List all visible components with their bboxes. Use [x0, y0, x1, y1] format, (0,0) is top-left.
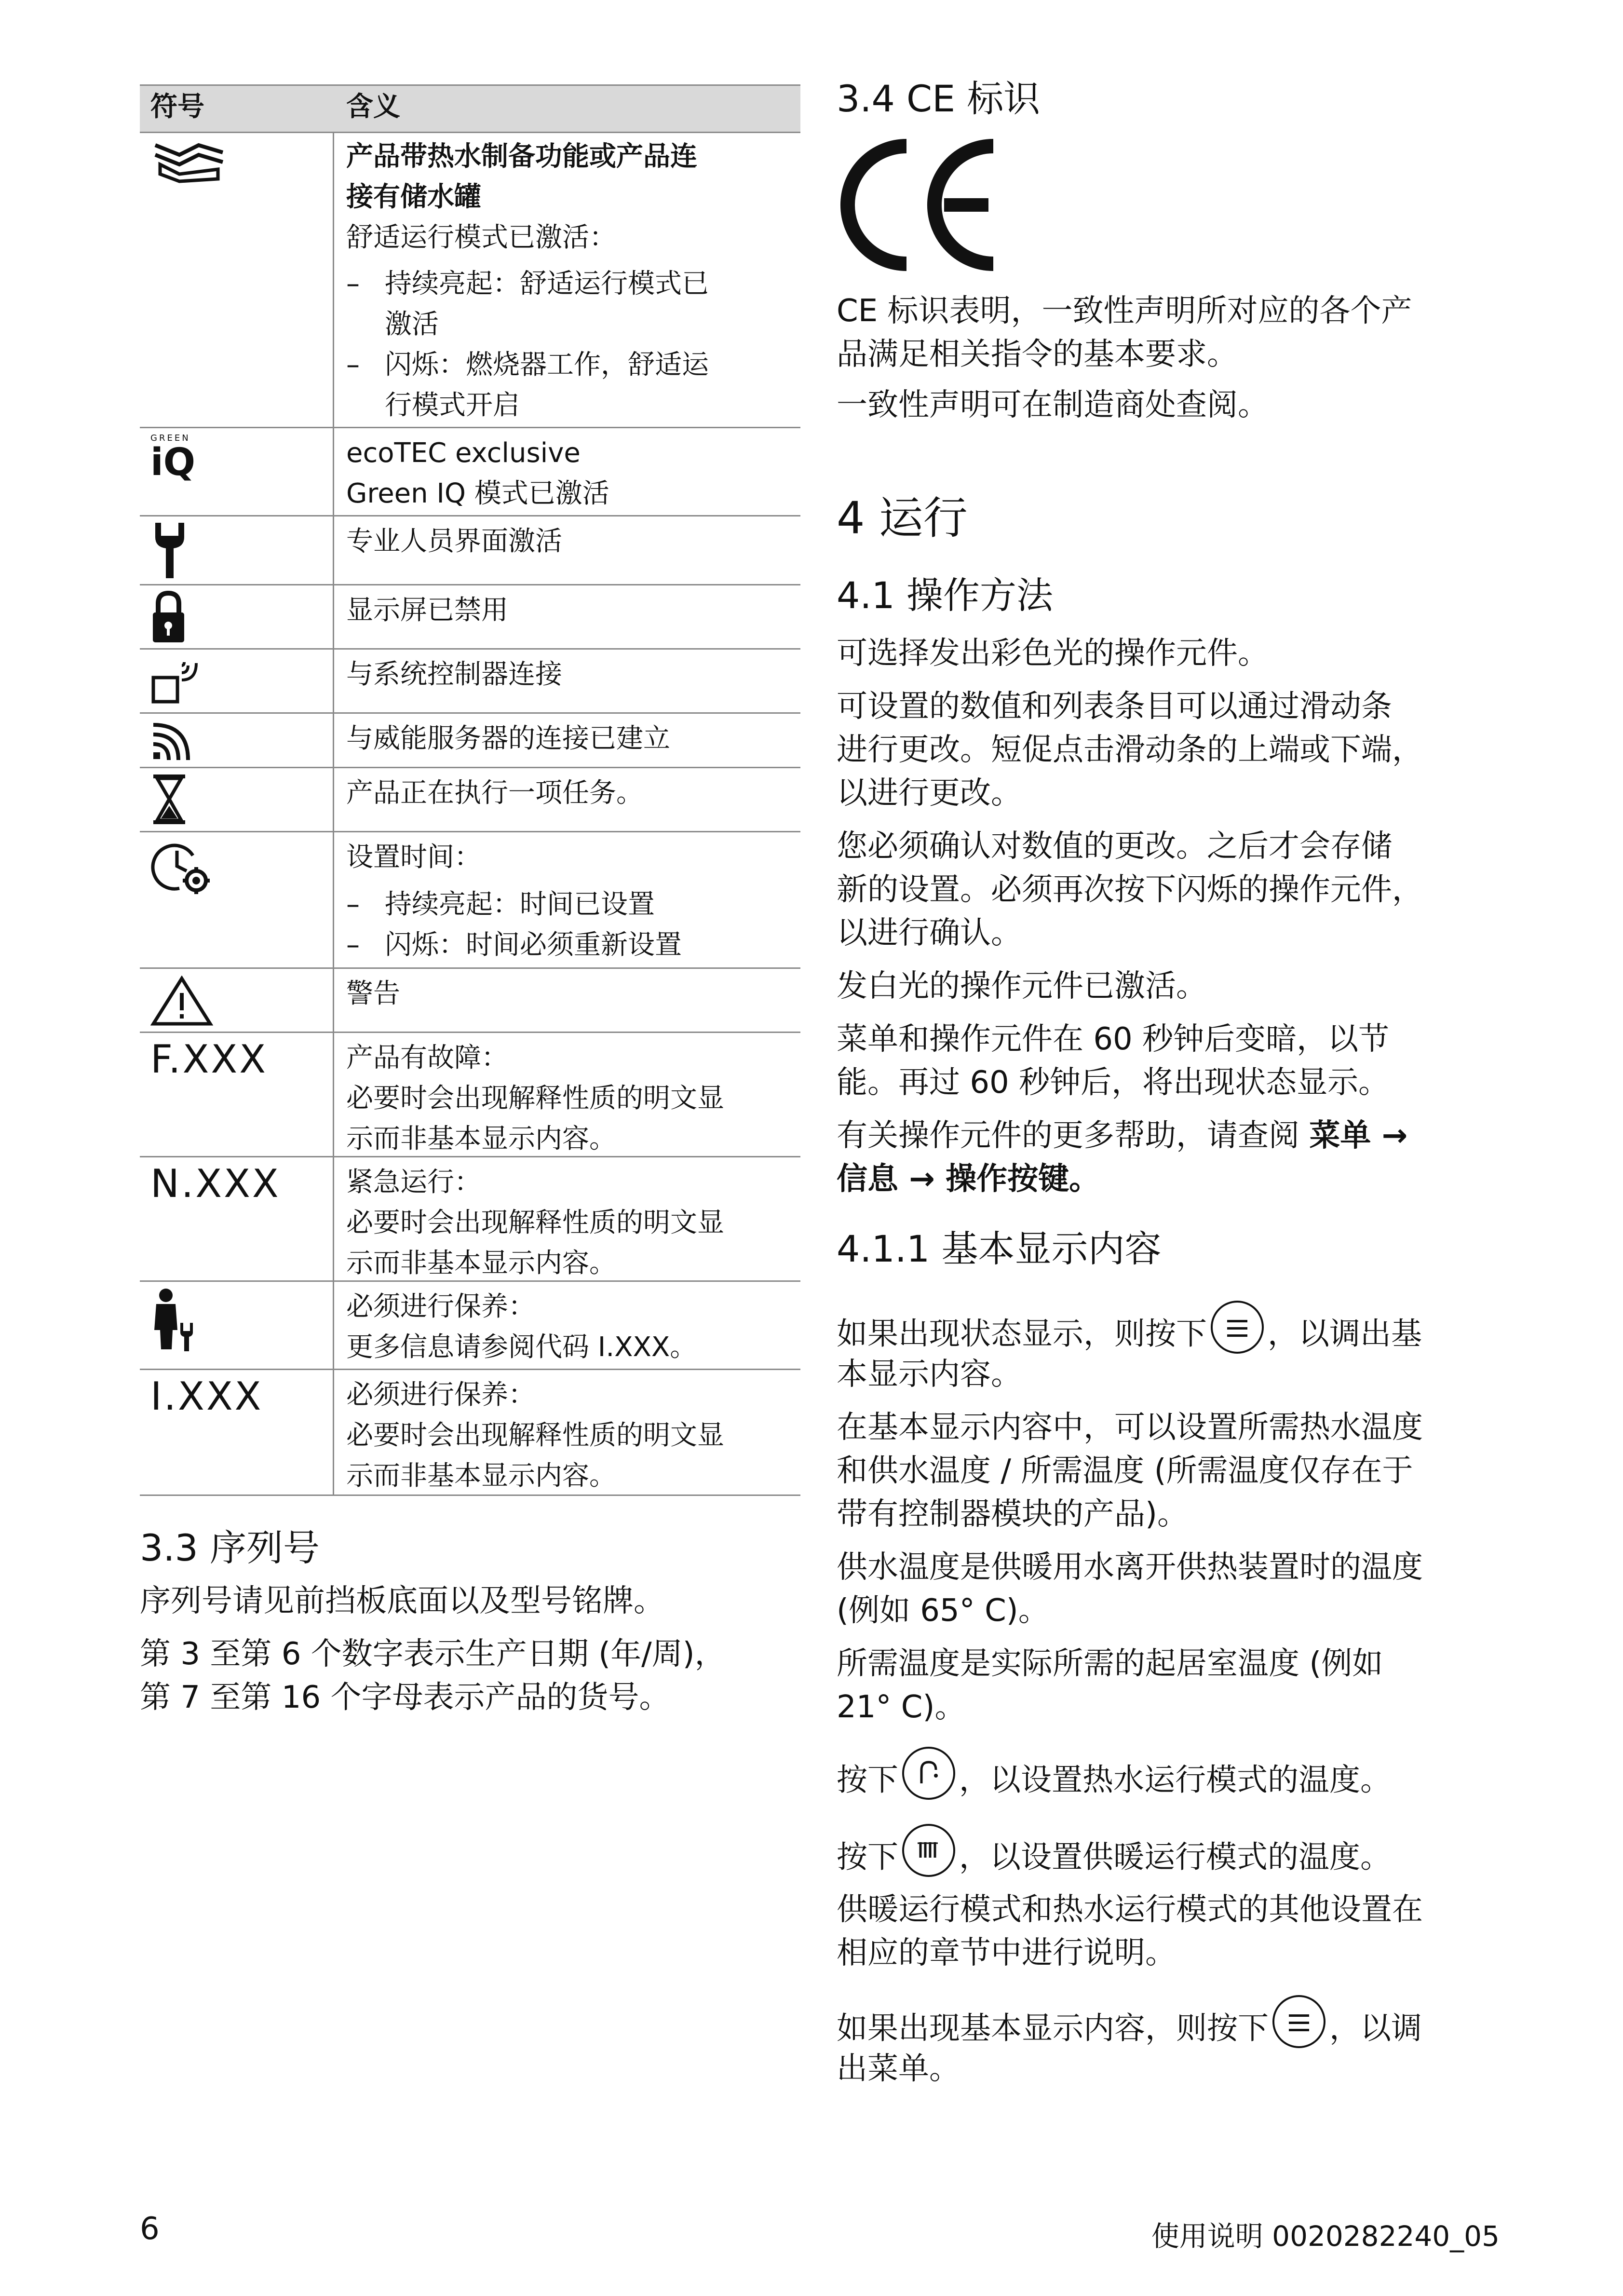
paragraph: 品满足相关指令的基本要求。	[837, 337, 1238, 372]
table-row	[140, 832, 800, 969]
paragraph: 以进行确认。	[837, 915, 1022, 951]
paragraph: 菜单和操作元件在 60 秒钟后变暗，以节	[837, 1021, 1390, 1057]
paragraph: 可选择发出彩色光的操作元件。	[837, 636, 1269, 671]
row-line: 必须进行保养：	[346, 1379, 535, 1411]
table-row	[140, 1157, 800, 1282]
row-line: 必要时会出现解释性质的明文显	[346, 1420, 724, 1451]
wifi-icon	[150, 718, 199, 765]
paragraph	[837, 1833, 1512, 1886]
text-run: ，以调出基	[1268, 1316, 1422, 1352]
table-row	[140, 969, 800, 1033]
row-line: 必须进行保养：	[346, 1291, 535, 1322]
table-row	[140, 1370, 800, 1496]
row-line: 设置时间：	[346, 842, 481, 873]
maintenance-code: I.XXX	[150, 1374, 263, 1419]
row-line: 必要时会出现解释性质的明文显	[346, 1083, 724, 1114]
section-heading-4-1-1: 4.1.1 基本显示内容	[837, 1227, 1162, 1270]
text-run: 按下	[837, 1839, 898, 1875]
paragraph: 进行更改。短促点击滑动条的上端或下端，	[837, 732, 1423, 768]
row-line: ecoTEC exclusive	[346, 437, 581, 469]
paragraph: 新的设置。必须再次按下闪烁的操作元件，	[837, 872, 1423, 908]
comfort-hot-water-icon	[150, 136, 228, 190]
green-iq-icon	[150, 433, 196, 484]
row-line: 与系统控制器连接	[346, 659, 562, 690]
section-heading-4-1: 4.1 操作方法	[837, 574, 1054, 617]
menu-button-icon[interactable]	[1272, 1995, 1325, 2048]
paragraph: 序列号请见前挡板底面以及型号铭牌。	[140, 1583, 664, 1619]
paragraph: 您必须确认对数值的更改。之后才会存储	[837, 829, 1392, 864]
hourglass-icon	[150, 772, 189, 829]
header-symbol: 符号	[150, 91, 204, 122]
table-header	[140, 84, 800, 133]
row-line: 舒适运行模式已激活：	[346, 222, 616, 253]
row-line: 行模式开启	[385, 390, 520, 421]
paragraph: 第 3 至第 6 个数字表示生产日期 (年/周)，	[140, 1636, 726, 1672]
section-heading-3-4: 3.4 CE 标识	[837, 77, 1041, 120]
text-run: ，以调	[1329, 2011, 1422, 2047]
section-heading-3-3: 3.3 序列号	[140, 1526, 320, 1569]
fault-code: F.XXX	[150, 1037, 268, 1082]
paragraph: (例如 65° C)。	[837, 1593, 1049, 1629]
paragraph: 21° C)。	[837, 1689, 966, 1725]
row-line: 更多信息请参阅代码 I.XXX。	[346, 1331, 697, 1363]
service-technician-icon	[150, 1287, 194, 1356]
paragraph: 所需温度是实际所需的起居室温度 (例如	[837, 1646, 1383, 1682]
table-row	[140, 768, 800, 832]
row-line: – 持续亮起：舒适运行模式已	[346, 264, 790, 304]
row-line: Green IQ 模式已激活	[346, 478, 609, 509]
ce-mark-logo	[834, 137, 1008, 272]
menu-path: 信息 → 操作按键。	[837, 1161, 1100, 1197]
page-number: 6	[140, 2211, 160, 2247]
table-row	[140, 516, 800, 585]
paragraph: 本显示内容。	[837, 1357, 1022, 1392]
row-line: 激活	[385, 309, 439, 340]
row-line: 产品有故障：	[346, 1042, 508, 1073]
paragraph: 一致性声明可在制造商处查阅。	[837, 387, 1269, 423]
row-line: 必要时会出现解释性质的明文显	[346, 1207, 724, 1238]
table-row	[140, 132, 800, 428]
text-run: ，以设置热水运行模式的温度。	[959, 1762, 1391, 1798]
row-line: 产品带热水制备功能或产品连	[346, 141, 697, 172]
paragraph: 可设置的数值和列表条目可以通过滑动条	[837, 689, 1392, 724]
table-row	[140, 585, 800, 650]
row-line: 示而非基本显示内容。	[346, 1123, 616, 1155]
text-run: 如果出现状态显示，则按下	[837, 1316, 1207, 1352]
heating-button-icon[interactable]	[902, 1824, 955, 1877]
header-meaning: 含义	[346, 91, 400, 122]
row-line: 示而非基本显示内容。	[346, 1248, 616, 1279]
text-run: 有关操作元件的更多帮助，请查阅	[837, 1118, 1299, 1154]
paragraph: 发白光的操作元件已激活。	[837, 968, 1207, 1004]
clock-settings-icon	[150, 836, 213, 901]
wrench-icon	[150, 520, 189, 583]
paragraph: 带有控制器模块的产品)。	[837, 1496, 1188, 1532]
paragraph: CE 标识表明，一致性声明所对应的各个产	[837, 293, 1412, 329]
paragraph	[837, 1755, 1512, 1808]
text-run: 如果出现基本显示内容，则按下	[837, 2011, 1269, 2047]
table-row	[140, 1282, 800, 1370]
row-line: 与威能服务器的连接已建立	[346, 723, 670, 754]
table-row	[140, 650, 800, 714]
paragraph: 在基本显示内容中，可以设置所需热水温度	[837, 1410, 1423, 1445]
icon-label: iQ	[150, 441, 196, 484]
document-id: 使用说明 0020282240_05	[1151, 2220, 1500, 2253]
paragraph: 供水温度是供暖用水离开供热装置时的温度	[837, 1549, 1423, 1585]
text-run: 按下	[837, 1762, 898, 1798]
table-row	[140, 714, 800, 768]
paragraph: 第 7 至第 16 个字母表示产品的货号。	[140, 1680, 670, 1715]
emergency-code: N.XXX	[150, 1161, 281, 1206]
paragraph	[837, 1114, 1512, 1157]
row-line: 专业人员界面激活	[346, 526, 562, 557]
text-run: ，以设置供暖运行模式的温度。	[959, 1839, 1391, 1875]
system-controller-icon	[150, 653, 208, 708]
paragraph: 供暖运行模式和热水运行模式的其他设置在	[837, 1892, 1423, 1928]
menu-path: 菜单 →	[1309, 1118, 1408, 1154]
row-line: – 闪烁：燃烧器工作，舒适运	[346, 345, 790, 385]
row-line: 紧急运行：	[346, 1167, 481, 1198]
warning-icon	[150, 976, 213, 1028]
row-line: – 闪烁：时间必须重新设置	[346, 925, 790, 965]
paragraph: 相应的章节中进行说明。	[837, 1935, 1176, 1971]
hot-water-button-icon[interactable]	[902, 1747, 955, 1800]
row-line: 产品正在执行一项任务。	[346, 777, 643, 809]
lock-icon	[150, 589, 187, 647]
paragraph: 能。再过 60 秒钟后，将出现状态显示。	[837, 1065, 1390, 1100]
table-row	[140, 428, 800, 516]
row-line: – 持续亮起：时间已设置	[346, 884, 790, 925]
table-row	[140, 1033, 800, 1157]
paragraph: 出菜单。	[837, 2051, 960, 2087]
paragraph: 以进行更改。	[837, 775, 1022, 811]
paragraph: 和供水温度 / 所需温度 (所需温度仅存在于	[837, 1453, 1413, 1489]
row-line: 显示屏已禁用	[346, 595, 508, 626]
row-line: 警告	[346, 978, 400, 1009]
icon-label: GREEN	[150, 433, 190, 443]
menu-button-icon[interactable]	[1211, 1301, 1264, 1354]
row-line: 接有储水罐	[346, 181, 481, 213]
row-line: 示而非基本显示内容。	[346, 1460, 616, 1492]
chapter-heading-4: 4 运行	[837, 492, 968, 544]
